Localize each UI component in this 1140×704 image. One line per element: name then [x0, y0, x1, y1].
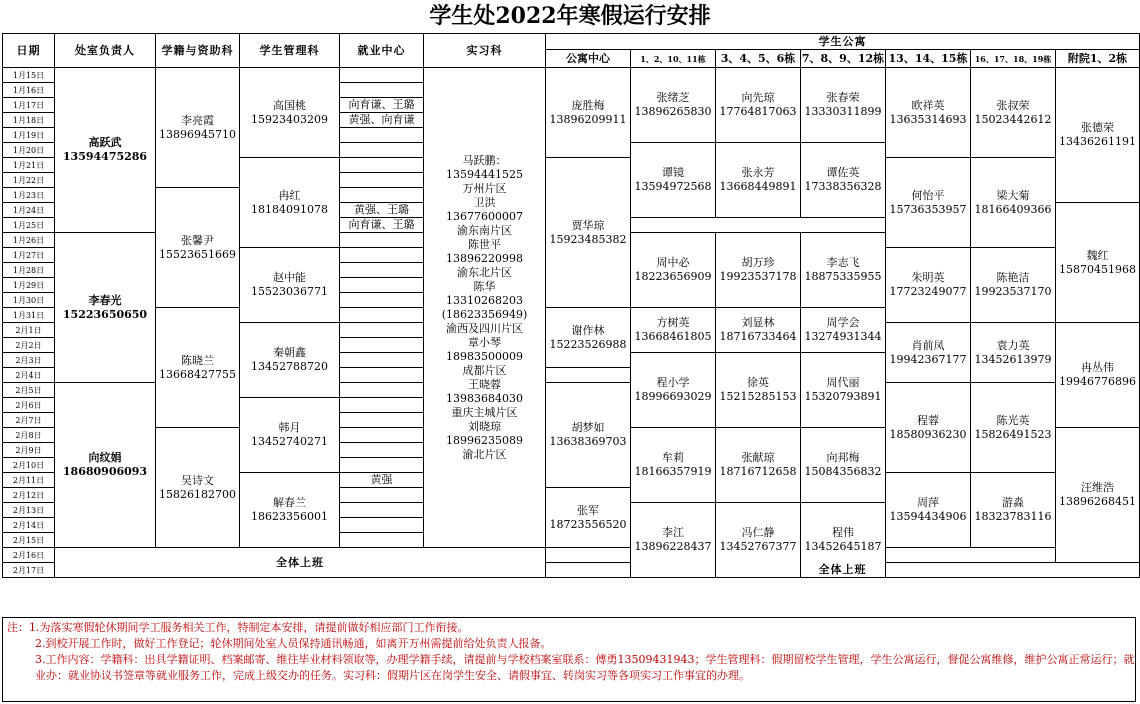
employment-cell: 向育谦、王璐: [340, 218, 424, 233]
office-head-1: 高跃武 13594475286: [55, 68, 156, 233]
date-cell: 2月9日: [3, 443, 55, 458]
employment-cell: [340, 518, 424, 533]
building-1-staff-1: 张绪芝 13896265830: [631, 68, 716, 143]
employment-cell: [340, 173, 424, 188]
header-date: 日期: [3, 34, 55, 68]
building-5-staff-3: 陈艳洁 19923537170: [971, 248, 1056, 323]
employment-cell: [340, 533, 424, 548]
page-title: 学生处2022年寒假运行安排: [429, 3, 711, 29]
notes-box: [2, 617, 1136, 702]
header-employment: 就业中心: [340, 34, 424, 68]
student-mgmt-4: 秦朝鑫 13452788720: [240, 323, 340, 398]
building-2-staff-3: 胡万珍 19923537178: [716, 233, 801, 308]
header-status-aid: 学籍与资助科: [156, 34, 240, 68]
building-5-staff-6: 游淼 18323783116: [971, 473, 1056, 548]
employment-cell: [340, 83, 424, 98]
date-cell: 2月7日: [3, 413, 55, 428]
employment-cell: [340, 278, 424, 293]
employment-cell: [340, 308, 424, 323]
employment-cell: [340, 488, 424, 503]
dorm-center-3: 谢作林 15223526988: [546, 308, 631, 368]
employment-cell: 黄强、王璐: [340, 203, 424, 218]
header-building-group-3: 7、8、9、12栋: [801, 50, 886, 68]
note-1: 注：1.为落实寒假轮休期间学工服务相关工作，特制定本安排，请提前做好相应部门工作衔接。: [7, 621, 469, 634]
date-cell: 1月18日: [3, 113, 55, 128]
date-cell: 2月15日: [3, 533, 55, 548]
building-3-staff-5: 周代丽 15320793891: [801, 353, 886, 428]
header-internship: 实习科: [424, 34, 546, 68]
building-1-staff-6: 牟莉 18166357919: [631, 428, 716, 503]
date-cell: 1月24日: [3, 203, 55, 218]
date-cell: 1月22日: [3, 173, 55, 188]
employment-cell: [340, 443, 424, 458]
building-2-staff-1: 向先琼 17764817063: [716, 68, 801, 143]
building-3-staff-1: 张春荣 13330311899: [801, 68, 886, 143]
building-1-staff-2: 谭镜 13594972568: [631, 143, 716, 218]
status-aid-1: 李亮霞 13896945710: [156, 68, 240, 188]
employment-cell: 黄强、向育谦: [340, 113, 424, 128]
employment-cell: [340, 383, 424, 398]
employment-cell: [340, 68, 424, 83]
date-cell: 2月11日: [3, 473, 55, 488]
employment-cell: [340, 428, 424, 443]
dorm-center-5: 张军 18723556520: [546, 488, 631, 548]
header-building-group-4: 13、14、15栋: [886, 50, 971, 68]
date-cell: 1月23日: [3, 188, 55, 203]
building-2-staff-5: 徐英 15215285153: [716, 353, 801, 428]
note-2: 2.到校开展工作时，做好工作登记；轮休期间处室人员保持通讯畅通，如离开万州需提前给处负责人报备。: [35, 637, 552, 650]
employment-cell: [340, 338, 424, 353]
date-cell: 1月31日: [3, 308, 55, 323]
date-cell: 1月19日: [3, 128, 55, 143]
employment-cell: [340, 233, 424, 248]
date-cell: 2月12日: [3, 488, 55, 503]
employment-cell: [340, 503, 424, 518]
building-1-staff-3: 周中必 18223656909: [631, 233, 716, 308]
date-cell: 2月5日: [3, 383, 55, 398]
status-aid-2: 张馨尹 15523651669: [156, 188, 240, 308]
employment-cell: [340, 158, 424, 173]
building-6-staff-4: 汪维浩 13896268451: [1056, 428, 1140, 563]
building-4-staff-4: 肖前凤 19942367177: [886, 323, 971, 383]
date-cell: 2月2日: [3, 338, 55, 353]
schedule-table: [2, 33, 1140, 578]
header-building-group-1: 1、2、10、11栋: [631, 50, 716, 68]
date-cell: 1月27日: [3, 248, 55, 263]
date-cell: 1月20日: [3, 143, 55, 158]
header-dorm-center: 公寓中心: [546, 50, 631, 68]
building-3-staff-7: 程伟 13452645187: [801, 503, 886, 578]
building-5-staff-1: 张叔荣 15023442612: [971, 68, 1056, 158]
dorm-center-4: 胡梦如 13638369703: [546, 383, 631, 488]
building-4-staff-2: 何怡平 15736353957: [886, 158, 971, 248]
date-cell: 2月17日: [3, 563, 55, 578]
date-cell: 1月15日: [3, 68, 55, 83]
date-cell: 1月28日: [3, 263, 55, 278]
status-aid-4: 吴诗文 15826182700: [156, 428, 240, 548]
student-mgmt-6: 解春兰 18623356001: [240, 473, 340, 548]
employment-cell: [340, 398, 424, 413]
all-work-left: 全体上班: [55, 548, 546, 578]
employment-cell: 向育谦、王璐: [340, 98, 424, 113]
dorm-center-2: 贾华琼 15923485382: [546, 158, 631, 308]
date-cell: 1月25日: [3, 218, 55, 233]
building-5-staff-4: 袁力英 13452613979: [971, 323, 1056, 383]
all-work-right: 全体上班: [546, 563, 1140, 578]
employment-cell: [340, 368, 424, 383]
employment-cell: [340, 323, 424, 338]
header-building-group-5: 16、17、18、19栋: [971, 50, 1056, 68]
employment-cell: [340, 188, 424, 203]
building-2-staff-2: 张永芳 13668449891: [716, 143, 801, 218]
student-mgmt-3: 赵中能 15523036771: [240, 248, 340, 323]
building-6-staff-3: 冉丛伟 19946776896: [1056, 323, 1140, 428]
dorm-center-1: 庞胜梅 13896209911: [546, 68, 631, 158]
date-cell: 1月29日: [3, 278, 55, 293]
building-1-staff-7: 李江 13896228437: [631, 503, 716, 578]
building-1-staff-4: 方树英 13668461805: [631, 308, 716, 353]
office-head-2: 李春光 15223650650: [55, 233, 156, 383]
header-office-head: 处室负责人: [55, 34, 156, 68]
note-3: 3.工作内容：学籍科：出具学籍证明、档案邮寄、维往毕业材料领取等，办理学籍手续，请提前与学校档案室联系：傅勇13509431943；学生管理科：假期留校学生管理，学生公寓运行，督促公寓维修，维护公寓正常运行；就业办：就业协议书签章等就业服务工作，完成上级交办的任务。实习科：假期片区在岗学生安全、请假事宜、转岗实习等各项实习工作事宜的办理。: [35, 653, 1135, 682]
employment-cell: [340, 128, 424, 143]
header-building-group-6: 附院1、2栋: [1056, 50, 1140, 68]
status-aid-3: 陈晓兰 13668427755: [156, 308, 240, 428]
date-cell: 2月4日: [3, 368, 55, 383]
building-4-staff-5: 程蓉 18580936230: [886, 383, 971, 473]
date-cell: 2月16日: [3, 548, 55, 563]
date-cell: 2月1日: [3, 323, 55, 338]
building-5-staff-5: 陈光英 15826491523: [971, 383, 1056, 473]
header-student-mgmt: 学生管理科: [240, 34, 340, 68]
building-3-staff-4: 周学会 13274931344: [801, 308, 886, 353]
building-6-staff-1: 张德荣 13436261191: [1056, 68, 1140, 203]
employment-cell: [340, 293, 424, 308]
date-cell: 1月16日: [3, 83, 55, 98]
date-cell: 1月26日: [3, 233, 55, 248]
header-dorm: 学生公寓: [546, 34, 1140, 50]
employment-cell: [340, 143, 424, 158]
student-mgmt-1: 高国桃 15923403209: [240, 68, 340, 158]
employment-cell: 黄强: [340, 473, 424, 488]
building-4-staff-1: 欧祥英 13635314693: [886, 68, 971, 158]
building-3-staff-3: 李志飞 18875335955: [801, 233, 886, 308]
building-5-staff-2: 梁大菊 18166409366: [971, 158, 1056, 248]
date-cell: 2月13日: [3, 503, 55, 518]
date-cell: 2月14日: [3, 518, 55, 533]
employment-cell: [340, 248, 424, 263]
date-cell: 2月10日: [3, 458, 55, 473]
building-4-staff-3: 朱明英 17723249077: [886, 248, 971, 323]
employment-cell: [340, 458, 424, 473]
student-mgmt-2: 冉红 18184091078: [240, 158, 340, 248]
internship-cell: 马跃鹏： 13594441525 万州片区 卫洪 13677600007 渝东南片区 陈世平 13896220998 渝东北片区 陈华 13310268203 (18623356949) 渝西及四川片区 章小琴 18983500009 成都片区 王晓蓉 13983684030 重庆主城片区 刘晓琼 18996235089 渝北片区: [424, 68, 546, 548]
building-1-staff-5: 程小学 18996693029: [631, 353, 716, 428]
date-cell: 1月21日: [3, 158, 55, 173]
employment-cell: [340, 353, 424, 368]
date-cell: 2月3日: [3, 353, 55, 368]
building-3-staff-6: 向邦梅 15084356832: [801, 428, 886, 503]
header-building-group-2: 3、4、5、6栋: [716, 50, 801, 68]
date-cell: 1月30日: [3, 293, 55, 308]
building-2-staff-4: 刘显林 18716733464: [716, 308, 801, 353]
date-cell: 2月6日: [3, 398, 55, 413]
employment-cell: [340, 413, 424, 428]
building-4-staff-6: 周萍 13594434906: [886, 473, 971, 548]
date-cell: 2月8日: [3, 428, 55, 443]
employment-cell: [340, 263, 424, 278]
building-2-staff-7: 冯仁静 13452767377: [716, 503, 801, 578]
building-3-staff-2: 谭佐英 17338356328: [801, 143, 886, 218]
student-mgmt-5: 韩月 13452740271: [240, 398, 340, 473]
building-6-staff-2: 魏红 15870451968: [1056, 203, 1140, 323]
building-2-staff-6: 张献琼 18716712658: [716, 428, 801, 503]
office-head-3: 向纹娟 18680906093: [55, 383, 156, 548]
date-cell: 1月17日: [3, 98, 55, 113]
